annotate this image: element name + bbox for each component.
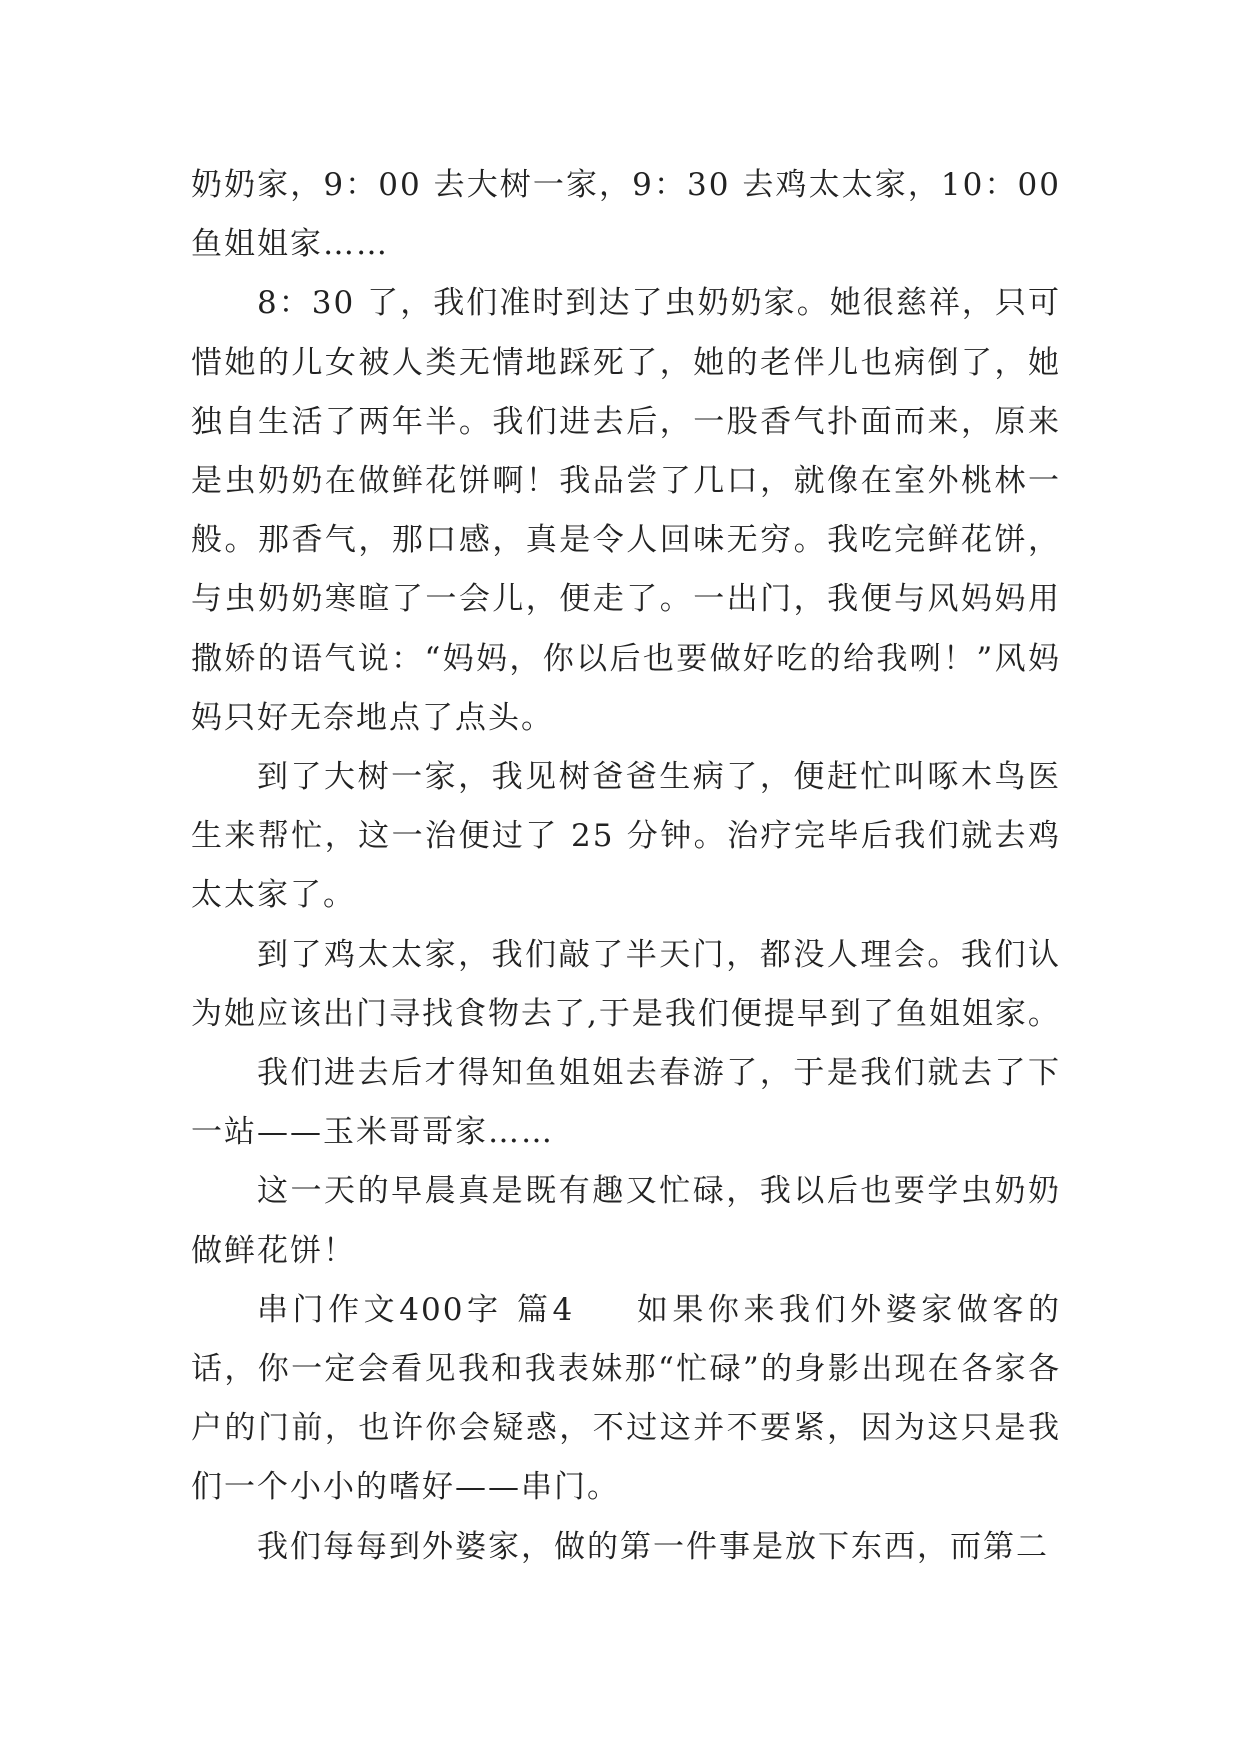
document-body [191,156,1061,1577]
paragraph-4: 到了鸡太太家，我们敲了半天门，都没人理会。我们认为她应该出门寻找食物去了,于是我们便提早到了鱼姐姐家。 [191,936,1061,1032]
paragraph-last: 我们每每到外婆家，做的第一件事是放下东西，而第二 [257,1528,1049,1565]
paragraph-2: 8：30 了，我们准时到达了虫奶奶家。她很慈祥，只可惜她的儿女被人类无情地踩死了，她的老伴儿也病倒了，她独自生活了两年半。我们进去后，一股香气扑面而来，原来是虫奶奶在做鲜花饼啊！我品尝了几口，就像在室外桃林一般。那香气，那口感，真是令人回味无穷。我吃完鲜花饼，与虫奶奶寒暄了一会儿，便走了。一出门，我便与风妈妈用撒娇的语气说：“妈妈，你以后也要做好吃的给我咧！”风妈妈只好无奈地点了点头。 [191,285,1061,736]
section-heading: 串门作文400字 篇4 [257,1291,575,1328]
paragraph-6: 这一天的早晨真是既有趣又忙碌，我以后也要学虫奶奶做鲜花饼！ [191,1173,1061,1269]
paragraph-1: 奶奶家，9：00 去大树一家，9：30 去鸡太太家，10：00 鱼姐姐家…… [191,167,1061,263]
paragraph-3: 到了大树一家，我见树爸爸生病了，便赶忙叫啄木鸟医生来帮忙，这一治便过了 25 分钟。治疗完毕后我们就去鸡太太家了。 [191,759,1061,914]
section-paragraph [191,1281,1061,1518]
paragraph-5: 我们进去后才得知鱼姐姐去春游了，于是我们就去了下一站——玉米哥哥家…… [191,1055,1061,1151]
section-text: 如果你来我们外婆家做客的话，你一定会看见我和我表妹那“忙碌”的身影出现在各家各户的门前，也许你会疑惑，不过这并不要紧，因为这只是我们一个小小的嗜好——串门。 [191,1291,1061,1506]
